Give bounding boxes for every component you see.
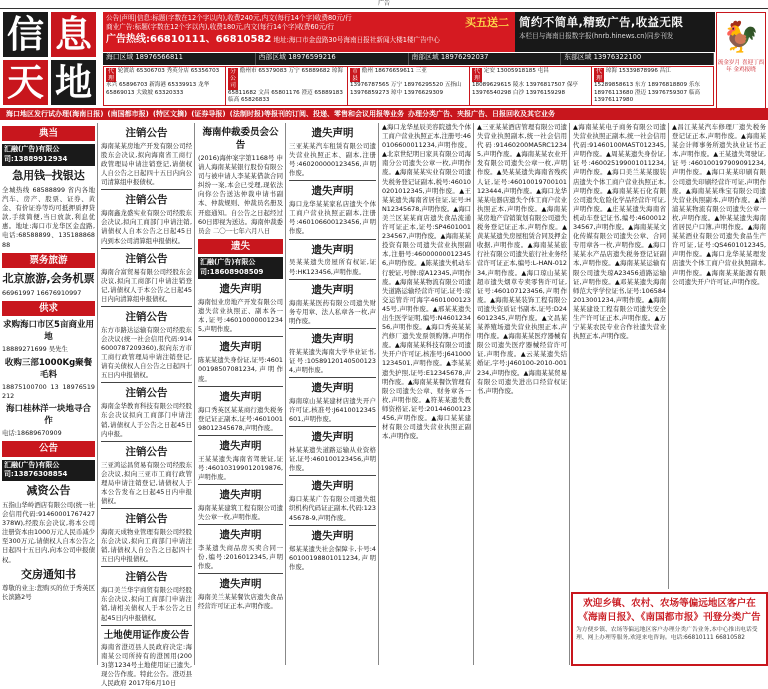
section-travel: 票务旅游 bbox=[2, 253, 95, 268]
rooster-caption: 流金岁月 喜迎丁酉年 金鸡报晓 bbox=[717, 59, 765, 73]
notice-body: 海南合富贸易有限公司经股东会决议,拟向工商部门申请注销登记,请债权人于本公告之日起45日内向清算组申报债权。 bbox=[101, 267, 192, 303]
ad-headline: 简约不简单,精致广告,收益无限 bbox=[519, 15, 684, 29]
ad-title: 急用钱─找银达 bbox=[12, 169, 85, 183]
notice-title: 土地使用证作废公告 bbox=[103, 629, 190, 641]
section-supply: 供求 bbox=[2, 301, 95, 316]
notice-title: 遗失声明 bbox=[311, 332, 354, 345]
hotline-label: 广告热线: bbox=[106, 33, 150, 45]
notice-body: 海口某某广告有限公司遗失组织机构代码证正副本,代码:12345678-9,声明作废。 bbox=[289, 495, 376, 522]
listing-text: ▲昌江某某汽车修理厂遗失税务登记证正本,声明作废。▲海南某某会计师事务所遗失执业证书正本,声明作废。▲王某遗失驾驶证,证号:460100197909091234,声明作废。▲海口某某印刷有限公司遗失印刷经营许可证,声明作废。▲海南某某珠宝有限公司遗失营业执照副本,声明作废。▲洋浦某某物流有限公司遗失公章一枚,声明作废。▲钟某某遗失海南省居民户口簿,声明作废。▲海南某某酒业有限公司遗失食品生产许可证,证号:QS4601012345,声明作废。▲海口龙华某某理发店遗失个体工商户营业执照副本,声明作废。▲海南某某能源有限公司遗失开户许可证,声明作废。 bbox=[672, 123, 766, 286]
promo-text: 买五送二 bbox=[465, 16, 509, 29]
rooster-icon: 🐓 bbox=[722, 20, 760, 55]
page-top-label: 广告 bbox=[0, 0, 768, 10]
ad-body: 18889271699 吴先生 bbox=[2, 345, 68, 354]
notice-title: 遗失声明 bbox=[311, 127, 354, 139]
agency-cell: 市县 儋州 18676659611 三亚 13976787565 万宁 18976295520 五指山 13976859273 琼中 13976629309 bbox=[348, 67, 470, 105]
notice-title: 海南仲裁委员会公告 bbox=[202, 127, 279, 152]
column-lost-statements bbox=[287, 123, 379, 665]
address: 地址:海口市金盘路30号海南日报社新闻大楼1楼广告中心 bbox=[273, 35, 440, 44]
notice-title: 遗失声明 bbox=[219, 439, 262, 452]
brand-char: 息 bbox=[51, 12, 96, 57]
header-pricing bbox=[103, 12, 515, 52]
hotline-numbers: 66810111、66810582 bbox=[150, 33, 272, 45]
notice-title: 注销公告 bbox=[125, 571, 168, 584]
agency-cell: 代理 定安 13005918185 屯昌 18089629615 陵水 13976817507 保亭 13976540298 白沙 13976159298 bbox=[470, 67, 592, 105]
notice-body: 林某某遗失道路运输从业资格证,证号:460100123456,声明作废。 bbox=[289, 446, 376, 473]
notice-title: 注销公告 bbox=[125, 310, 168, 323]
section-contact: 汇融(广告)有限公司:13876308854 bbox=[2, 460, 95, 482]
notice-title: 遗失声明 bbox=[311, 283, 354, 296]
ad-title: 北京旅游,会务机票 bbox=[2, 272, 95, 286]
ad-body: 电话:18689670909 bbox=[2, 428, 62, 437]
ad-title: 收购三部1000Kg聚餐毛料 bbox=[4, 357, 93, 380]
notice-title: 遗失声明 bbox=[311, 382, 354, 395]
cta-body: 为方便乡镇、农场等偏远地区客户办理分类广告业务,本中心推出电话受理、网上办理等服务,欢迎来电咨询。电话:66810111 66810582 bbox=[576, 627, 758, 642]
notice-title: 注销公告 bbox=[125, 387, 168, 400]
notice-body: 郑某某遗失社会保障卡,卡号:460100198801011234,声明作废。 bbox=[289, 544, 376, 571]
notice-body: 海南恒业房地产开发有限公司遗失营业执照正、副本各一本,证号:460100000012345,声明作废。 bbox=[198, 298, 283, 334]
notice-body: 海南某某医药有限公司遗失财务专用章、法人私章各一枚,声明作废。 bbox=[289, 298, 376, 325]
notice-body: 东方市路达运输有限公司经股东会决议(统一社会信用代码:9146000787209360),拟向东方市工商行政管理局申请注销登记,请有关债权人自公告之日起四十五日内申报债权。 bbox=[101, 325, 192, 380]
agency-cell: 代理 轮渡站 65306703 秀英分店 65356703 永兴 65896703 新海港 65339913 龙华 65869013 大致坡 63320333 bbox=[104, 67, 226, 105]
notice-title: 注销公告 bbox=[125, 445, 168, 458]
column-listings-3 bbox=[571, 123, 669, 589]
hotline-region: 南部区域 18976292037 bbox=[409, 53, 562, 65]
brand-char: 天 bbox=[3, 60, 48, 105]
pricing-line-2: 商业广告:标题(字数在12个字以内),收费180元,内文(每行14个字)收费60元/行 bbox=[106, 23, 335, 32]
listing-text: ▲海南某某电子商务有限公司遗失营业执照正副本,统一社会信用代码:91460100MA5T012345,声明作废。▲周某某遗失身份证,证号:460025199001011234,声明作废。▲海口美兰某某服装店遗失个体工商户营业执照正本,声明作废。▲海南某某石化有限公司遗失危险化学品经营许可证,声明作废。▲庄某某遗失海南省机动车登记证书,编号:460001234567,声明作废。▲海南某某文化传媒有限公司遗失公章、合同专用章各一枚,声明作废。▲海口某某水产品店遗失税务登记证副本,声明作废。▲海南某某运输有限公司遗失琼A23456道路运输证,声明作废。▲邓某某遗失海南师范大学学位证书,证号:1065842013001234,声明作废。▲海南某某建设工程有限公司遗失安全生产许可证正本,声明作废。▲万宁某某农民专业合作社遗失营业执照正本,声明作废。 bbox=[573, 123, 666, 341]
column-listings-1 bbox=[380, 123, 474, 665]
notice-title: 遗失声明 bbox=[311, 243, 354, 256]
cta-headline: 欢迎乡镇、农村、农场等偏远地区客户在《海南日报》、《南国都市报》刊登分类广告 bbox=[578, 598, 761, 623]
notice-title: 遗失声明 bbox=[219, 390, 262, 403]
notice-title: 注销公告 bbox=[125, 513, 168, 526]
column-left bbox=[0, 123, 98, 665]
rural-customer-ad bbox=[571, 592, 768, 666]
listing-text: ▲海口龙华星辰美容院遗失个体工商户营业执照正本,注册号:460106600011234,声明作废。▲北京世纪明日家具有限公司海南分公司遗失公章一枚,声明作废。▲海南某某实业有限公司遗失税务登记证副本,税号:460100201012345,声明作废。▲王某某遗失海南省居住证,证号:HN12345678,声明作废。▲海口美兰区某某商店遗失食品流通许可证正本,证号:SP4601001234567,声明作废。▲海南某某投资有限公司遗失营业执照副本,注册号:460000000123456,声明作废。▲陈某遗失机动车行驶证,号牌:琼A12345,声明作废。▲海南某某物流有限公司遗失道路运输经营许可证,证号:琼交运管许可海字460100012345号,声明作废。▲邢某某遗失出生医学证明,编号:N460123456,声明作废。▲海口秀英某某汽修厂遗失发票领购簿,声明作废。▲海南某某科技有限公司遗失开户许可证,核准号:J6410001234501,声明作废。▲李某某遗失护照,证号:E12345678,声明作废。▲海南某某餐饮管理有限公司遗失公章、财务章各一枚,声明作废。▲符某某遗失教师资格证,证号:20144600123456,声明作废。▲海口某某建材有限公司遗失营业执照正副本,声明作废。 bbox=[382, 123, 472, 441]
ad-title: 海口桂林洋一块地寻合作 bbox=[5, 403, 91, 426]
notice-body: 海口秀英区某某商行遗失税务登记证正副本,证号:460100198012345678,声明作废。 bbox=[198, 405, 283, 432]
column-listings-4 bbox=[670, 123, 768, 589]
hotline-region: 西部区域 18976599216 bbox=[256, 53, 409, 65]
column-cancellation bbox=[99, 123, 195, 688]
notice-body: 王某某遗失海南省驾驶证,证号:460103199012019876,声明作废。 bbox=[198, 454, 283, 481]
section-pawn: 典当 bbox=[2, 126, 95, 141]
section-contact: 汇融(广告)有限公司:13889912934 bbox=[2, 144, 95, 166]
listing-text: ▲三亚某某酒店管理有限公司遗失营业执照副本,统一社会信用代码:91460200MA5RC12345,声明作废。▲海南某某农业开发有限公司遗失公章一枚,声明作废。▲吴某某遗失海南省残疾人证,证号:46010019700101123444,声明作废。▲海口龙华某某电器店遗失个体工商户营业执照正本,声明作废。▲海南某某房地产营销策划有限公司遗失税务登记证正本,声明作废。▲黄某某遗失房屋租赁合同及押金收据,声明作废。▲海南某某旅行社有限公司遗失旅行社业务经营许可证正本,编号:L-HAN-01234,声明作废。▲海口琼山某某超市遗失烟草专卖零售许可证,证号:460107123456,声明作废。▲海南某某装饰工程有限公司遗失资质证书副本,证号:D246012345,声明作废。▲文昌某某养殖场遗失营业执照正本,声明作废。▲海南某某医疗器械有限公司遗失医疗器械经营许可证,声明作废。▲云某某遗失结婚证,字号:J460100-2010-001234,声明作废。▲海南某某贸易有限公司遗失进出口经营权证书,声明作废。 bbox=[477, 123, 567, 395]
column-arbitration bbox=[196, 123, 286, 665]
notice-body: 海口龙华某某家私店遗失个体工商户营业执照正副本,注册号:460106600123456,声明作废。 bbox=[289, 200, 376, 236]
ad-body: 五指山华岭酒店有限公司(统一社会信用代码:91460001767427378W),经股东会决议,将本公司注册资本由1000万元人民币减少至300万元,请债权人自本公告之日起四十五日内,向本公司申报债权。 bbox=[2, 501, 95, 564]
regional-hotlines bbox=[103, 53, 714, 65]
ad-title: 交房通知书 bbox=[21, 567, 76, 581]
hotline-region: 东部区域 13976322100 bbox=[561, 53, 714, 65]
notice-body: 吴某某遗失房屋所有权证,证号:HK123456,声明作废。 bbox=[289, 258, 376, 276]
notice-title: 遗失声明 bbox=[311, 431, 354, 444]
agency-cell: 分公司 儋州市 65379083 万宁 65889682 琼海 65811682 文昌 65801176 澄迈 65889183 临高 65826833 bbox=[226, 67, 348, 105]
notice-title: 遗失声明 bbox=[219, 578, 262, 591]
notice-body: 海南省澄迈县人民政府决定:海南某公司所持有的澄国用(2003)第1234号土地使用证已遗失,现公告作废。特此公告。澄迈县人民政府 2017年6月10日 bbox=[101, 643, 192, 688]
notice-body: 海南某某房地产开发有限公司经股东会决议,拟向海南省工商行政管理局申请注销登记,请债权人自公告之日起四十五日内向公司清算组申报债权。 bbox=[101, 141, 192, 187]
notice-body: 海南天成物业管理有限公司经股东会决议,拟向工商部门申请注销,请债权人自公告之日起四十五日内申报债权。 bbox=[101, 527, 192, 564]
notice-body: 海南鑫龙盛实业有限公司经股东会决议,拟向工商部门申请注销,请债权人自本公告之日起45日内到本公司清算组申报债权。 bbox=[101, 209, 192, 245]
agency-grid bbox=[103, 66, 714, 106]
notice-body: 海南美兰某某餐饮店遗失食品经营许可证正本,声明作废。 bbox=[198, 593, 283, 611]
slogan-ad bbox=[515, 12, 715, 52]
notice-body: (2016)海仲案字第1168号 申请人海南某某银行股份有限公司与被申请人李某某借款合同纠纷一案,本会已受理,现依法向你公告送达仲裁申请书副本、仲裁规则、仲裁员名册及开庭通知。自公告之日起经过60日即视为送达。海南仲裁委员会 二〇一七年六月八日 bbox=[198, 153, 283, 235]
notice-body: 海南琼山某某建材店遗失开户许可证,核准号:J6410012345601,声明作废。 bbox=[289, 396, 376, 424]
notice-body: 陈某某遗失身份证,证号:460100198507081234,声明作废。 bbox=[198, 356, 283, 383]
section-contact: 汇融(广告)有限公司:18608908509 bbox=[198, 257, 283, 279]
section-notice: 公告 bbox=[2, 441, 95, 456]
notice-title: 遗失声明 bbox=[219, 529, 262, 542]
notice-title: 遗失声明 bbox=[311, 480, 354, 493]
notice-body: 李某遗失商品房买卖合同一份,编号:2016012345,声明作废。 bbox=[198, 544, 283, 571]
agency-cell: 代理 琼海 15339878996 昌江 15289858613 东方 18976818809 乐东 18976113680 澄迈 13976759307 临高 13976117980 bbox=[594, 68, 701, 103]
notice-body: 海南金华教育科技有限公司经股东会决议拟向工商部门申请注销,请债权人于公告之日起45日内申报。 bbox=[101, 402, 192, 438]
ad-body: 全城热线 68588899 省内各地汽车、房产、股票、证券、黄金、有价证券等均可抵押质押贷款,手续简便,当日放款,利息优惠。地址:海口市龙华区金盘路,电话:68588899、13518886888 bbox=[2, 185, 95, 249]
section-lost: 遗失 bbox=[198, 239, 283, 254]
notice-body: 符某某遗失海南大学毕业证书,证号:105891201405001234,声明作废。 bbox=[289, 347, 376, 374]
brand-char: 信 bbox=[3, 12, 48, 57]
notice-body: 海口美兰华宇商贸有限公司经股东会决议,拟向工商部门申请注销,请相关债权人于本公告之日起45日内申报债权。 bbox=[101, 586, 192, 622]
column-listings-2 bbox=[475, 123, 570, 665]
notice-title: 注销公告 bbox=[125, 252, 168, 265]
ad-subline: 本栏目与海南日报数字报(hnrb.hinews.cn)同步刊发 bbox=[519, 32, 674, 41]
pricing-line-1: 公告|声明|信息:标题(字数在12个字以内),收费240元,内文(每行14个字)收费80元/行 bbox=[106, 14, 352, 22]
notice-title: 注销公告 bbox=[125, 194, 168, 207]
notice-title: 遗失声明 bbox=[219, 341, 262, 354]
rooster-illustration bbox=[716, 12, 766, 112]
service-banner: 海口地区发行试办理(海南日报) (南国都市报) (特区文摘) (证券导报) (法制时报)等报刊的订阅、投递、零售和会议用报等业务 办理分类广告、夹报广告、日报回收及其它业务 bbox=[0, 108, 768, 120]
notice-title: 遗失声明 bbox=[311, 185, 354, 198]
brand-char: 地 bbox=[51, 60, 96, 105]
hotline-region: 海口区域 18976566811 bbox=[103, 53, 256, 65]
ad-title: 减资公告 bbox=[26, 484, 71, 498]
notice-body: 三亚某某汽车租赁有限公司遗失营业执照正本、副本,注册号:460200000123456,声明作废。 bbox=[289, 141, 376, 178]
notice-title: 注销公告 bbox=[125, 127, 168, 139]
brand-logo bbox=[3, 12, 99, 108]
ad-title: 求购海口市区5亩商业用地 bbox=[3, 320, 94, 343]
ad-body: 18875100700 13 18976519212 bbox=[2, 382, 95, 400]
notice-body: 海南某某建筑工程有限公司遗失公章一枚,声明作废。 bbox=[198, 503, 283, 522]
ad-body: 66961997 16676910997 bbox=[2, 288, 82, 297]
ad-body: 尊敬的业主:您购买的位于秀英区长滨路2号 bbox=[2, 584, 95, 602]
notice-title: 遗失声明 bbox=[311, 529, 354, 542]
notice-body: 三亚鸿运昌贸易有限公司经股东会决议,拟向三亚市工商行政管理局申请注销登记,请债权人于本公告发布之日起45日内申报债权。 bbox=[101, 460, 192, 505]
notice-title: 遗失声明 bbox=[219, 283, 262, 296]
notice-title: 遗失声明 bbox=[219, 489, 262, 502]
